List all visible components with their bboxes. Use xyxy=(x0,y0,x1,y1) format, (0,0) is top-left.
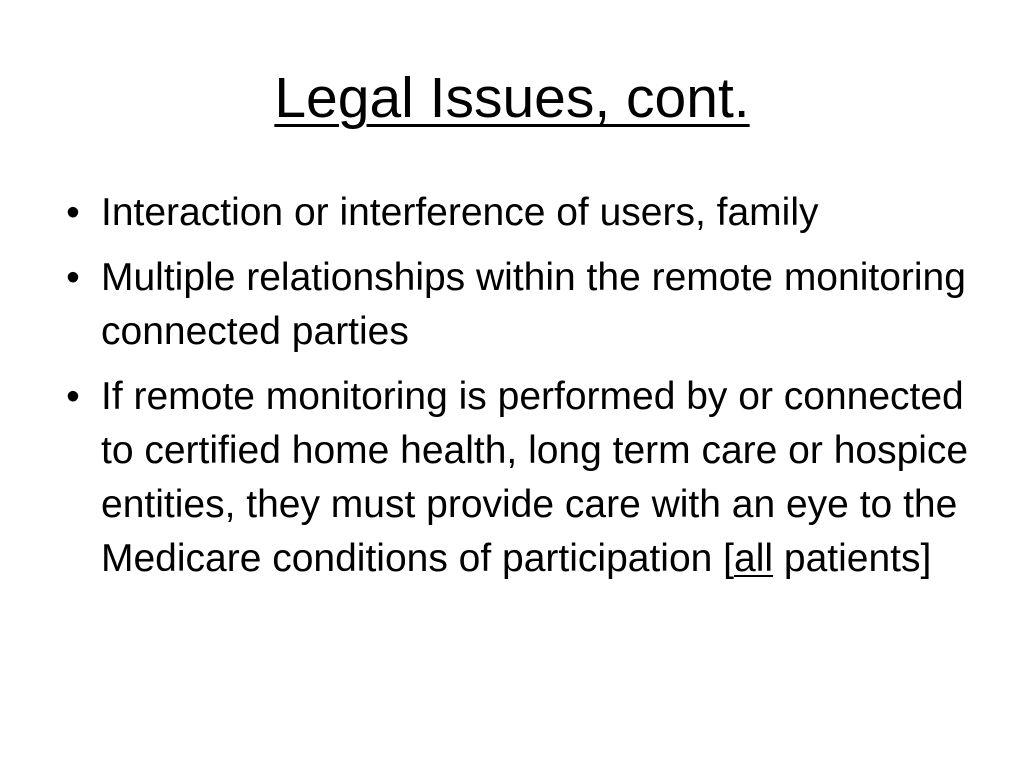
bullet-icon: • xyxy=(66,256,80,299)
bullet-item-2 xyxy=(58,251,978,359)
bullet-list xyxy=(58,186,978,597)
bullet-text-end: patients] xyxy=(773,537,932,580)
bullet-item-1 xyxy=(58,186,978,240)
bullet-text: Interaction or interference of users, family xyxy=(101,191,819,234)
bullet-icon: • xyxy=(66,191,80,234)
slide-title: Legal Issues, cont. xyxy=(274,66,750,130)
bullet-text: Multiple relationships within the remote monitoring connected parties xyxy=(101,256,966,353)
bullet-icon: • xyxy=(66,375,80,418)
bullet-text-emphasis: all xyxy=(734,537,774,580)
bullet-text-start: If remote monitoring is performed by or connected to certified home health, long term care or hospice entities, they must provide care with an eye to the Medicare conditions of participation [ xyxy=(101,375,969,580)
bullet-item-3 xyxy=(58,370,978,586)
